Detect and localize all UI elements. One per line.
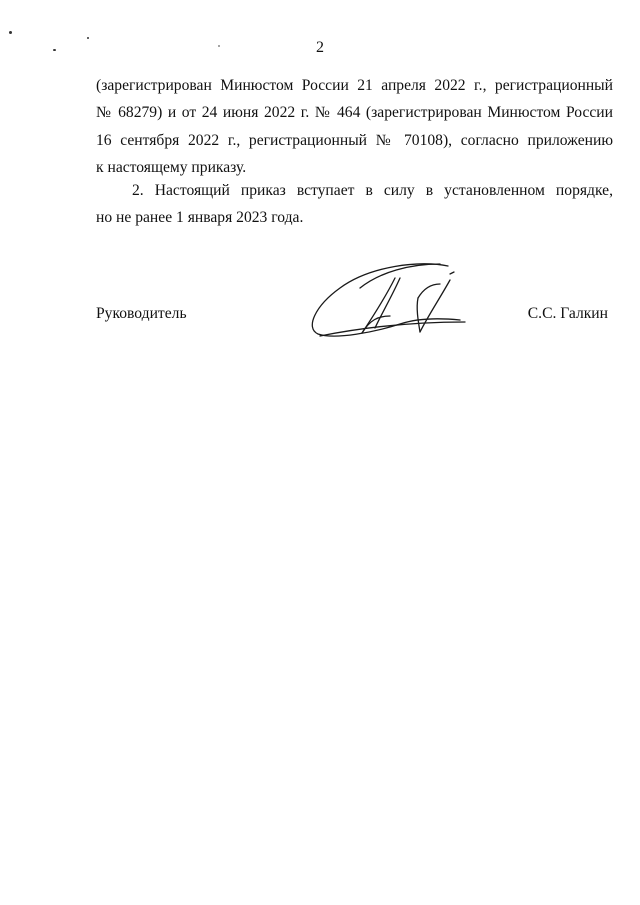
- handwritten-signature: [300, 258, 470, 343]
- paragraph-line: № 68279) и от 24 июня 2022 г. № 464 (зарегистрирован Минюстом России: [96, 104, 613, 122]
- paragraph-line: 16 сентября 2022 г., регистрационный № 70108), согласно приложению: [96, 131, 613, 149]
- scan-speck: [9, 31, 12, 34]
- paragraph-line: к настоящему приказу.: [96, 158, 247, 176]
- signatory-name: С.С. Галкин: [527, 305, 608, 322]
- paragraph-effective-date: [96, 177, 613, 232]
- paragraph-continuation: [96, 72, 613, 181]
- page-number: 2: [316, 39, 324, 56]
- paragraph-line: 2. Настоящий приказ вступает в силу в установленном порядке,: [132, 182, 613, 199]
- paragraph-line: но не ранее 1 января 2023 года.: [96, 209, 304, 227]
- signatory-title: Руководитель: [96, 305, 187, 322]
- paragraph-line: (зарегистрирован Минюстом России 21 апреля 2022 г., регистрационный: [96, 77, 613, 94]
